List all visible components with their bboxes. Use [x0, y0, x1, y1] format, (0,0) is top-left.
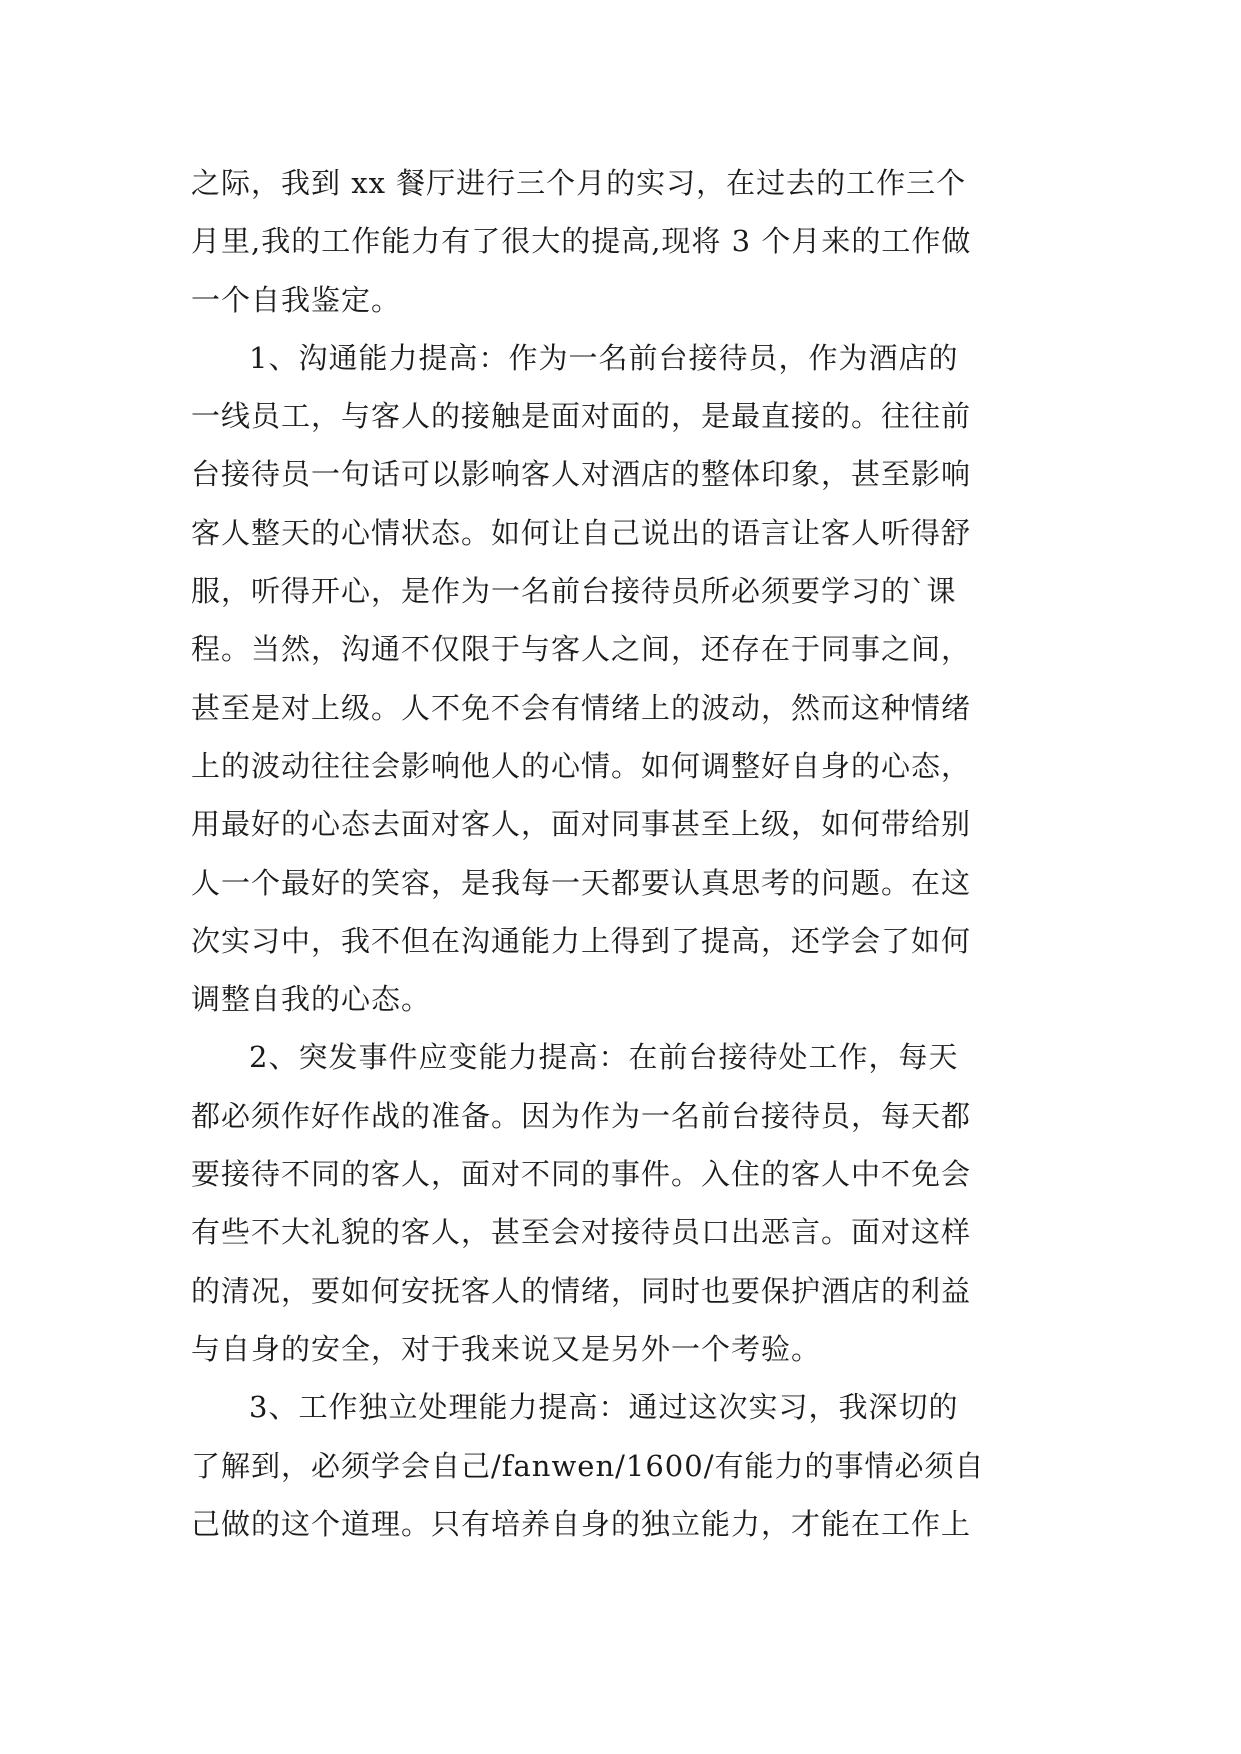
text-line: 有些不大礼貌的客人，甚至会对接待员口出恶言。面对这样	[191, 1215, 972, 1250]
text-line: 服，听得开心，是作为一名前台接待员所必须要学习的`课	[191, 574, 957, 609]
text-line: 台接待员一句话可以影响客人对酒店的整体印象，甚至影响	[191, 457, 972, 492]
document-body	[191, 154, 1071, 1553]
paragraph-1-first-line: 1、沟通能力提高：作为一名前台接待员，作为酒店的	[249, 340, 959, 375]
text-line: 甚至是对上级。人不免不会有情绪上的波动，然而这种情绪	[191, 690, 972, 725]
text-line: 用最好的心态去面对客人，面对同事甚至上级，如何带给别	[191, 807, 972, 842]
paragraph-3-first-line: 3、工作独立处理能力提高：通过这次实习，我深切的	[249, 1390, 959, 1425]
text-line: 要接待不同的客人，面对不同的事件。入住的客人中不免会	[191, 1157, 972, 1192]
text-line: 都必须作好作战的准备。因为作为一名前台接待员，每天都	[191, 1098, 972, 1133]
text-line: 的清况，要如何安抚客人的情绪，同时也要保护酒店的利益	[191, 1273, 972, 1308]
text-line: 之际，我到 xx 餐厅进行三个月的实习，在过去的工作三个	[191, 166, 967, 200]
text-line: 程。当然，沟通不仅限于与客人之间，还存在于同事之间，	[191, 632, 972, 667]
text-line: 与自身的安全，对于我来说又是另外一个考验。	[191, 1331, 822, 1366]
text-line: 人一个最好的笑容，是我每一天都要认真思考的问题。在这	[191, 865, 972, 900]
text-line: 客人整天的心情状态。如何让自己说出的语言让客人听得舒	[191, 515, 972, 550]
text-line: 次实习中，我不但在沟通能力上得到了提高，还学会了如何	[191, 923, 972, 958]
text-line: 调整自我的心态。	[191, 982, 432, 1017]
text-line: 一个自我鉴定。	[191, 282, 402, 317]
text-line: 己做的这个道理。只有培养自身的独立能力，才能在工作上	[191, 1506, 972, 1541]
text-line: 上的波动往往会影响他人的心情。如何调整好自身的心态，	[191, 748, 972, 783]
paragraph-2-first-line: 2、突发事件应变能力提高：在前台接待处工作，每天	[249, 1040, 959, 1075]
text-line: 月里,我的工作能力有了很大的提高,现将 3 个月来的工作做	[191, 224, 972, 259]
text-line: 一线员工，与客人的接触是面对面的，是最直接的。往往前	[191, 399, 972, 434]
text-line: 了解到，必须学会自己/fanwen/1600/有能力的事情必须自	[191, 1448, 985, 1483]
